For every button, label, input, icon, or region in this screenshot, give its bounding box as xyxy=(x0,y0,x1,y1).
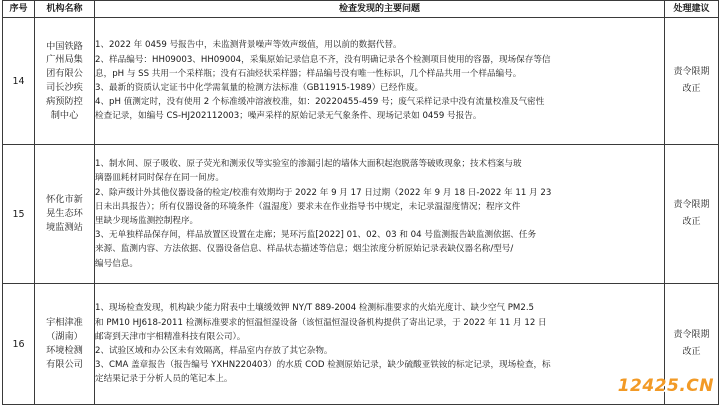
action-line: 改正 xyxy=(682,347,701,357)
table-row xyxy=(3,284,719,405)
issue-line: 来源、监测内容、方法依据、仪器设备信息、样品状态描述等信息；烟尘浓度分析原始记录表缺仪器名称/型号/ xyxy=(95,244,514,255)
issue-line: 1、现场检查发现，机构缺少能力附表中土壤缓效钾 NY/T 889-2004 检测标准要求的火焰光度计、缺少空气 PM2.5 xyxy=(95,303,535,314)
row-issues xyxy=(95,145,665,284)
org-name-line: 制中心 xyxy=(50,109,79,121)
org-name-line: 有限公司 xyxy=(46,358,83,370)
org-name-line: 环境检测 xyxy=(46,345,83,356)
org-name-line: 境监测站 xyxy=(46,221,83,233)
row-action xyxy=(665,145,719,284)
issue-line: 息，pH 与 SS 共用一个采样瓶；没有石油烃状采样器；样品编号没有唯一性标识，几个样品共用一个样品编号。 xyxy=(95,68,522,79)
issue-line: 里缺少现场监测控制程序。 xyxy=(95,216,199,226)
row-org xyxy=(35,145,95,284)
action-line: 责令限期 xyxy=(673,330,710,340)
org-name-line: 病预防控 xyxy=(46,95,83,107)
issue-line: 日未出具报告）；所有仪器设备的环境条件（温湿度）要求未在作业指导书中规定，未记录温湿度情况；程序文件 xyxy=(95,201,521,212)
issue-line: 邮寄到天津市宇相精准科技有限公司）。 xyxy=(95,331,246,342)
row-seq: 15 xyxy=(3,145,35,284)
issue-line: 和 PM10 HJ618-2011 检测标准要求的恒温恒湿设备（该恒温恒湿设备机构提供了寄出记录，于 2022 年 11 月 12 日 xyxy=(95,317,547,328)
row-seq: 16 xyxy=(3,284,35,405)
header-org: 机构名称 xyxy=(35,1,95,18)
action-line: 改正 xyxy=(682,84,701,94)
issue-line: 3、CMA 盖章报告（报告编号 YXHN220403）的水质 COD 检测原始记录，缺少硫酸亚铁铵的标定记录，现场检查，标 xyxy=(95,360,551,371)
org-name-line: 中国铁路 xyxy=(46,40,83,52)
action-line: 改正 xyxy=(682,217,701,227)
header-seq: 序号 xyxy=(3,1,35,18)
action-line: 责令限期 xyxy=(673,67,710,77)
org-name-line: 怀化市新 xyxy=(46,194,83,206)
issue-line: 编号信息。 xyxy=(95,258,138,269)
row-org xyxy=(35,18,95,145)
org-name-line: 广州局集 xyxy=(46,54,83,66)
issue-line: 定结果记录于分析人员的笔记本上。 xyxy=(95,374,233,385)
table-header-row xyxy=(3,1,719,18)
site-watermark: 12425.CN xyxy=(617,376,714,396)
issue-line: 3、无单独样品保存间，样品放置区设置在走廊；晃环污监[2022] 01、02、03 和 04 号监测报告缺监测依据、任务 xyxy=(95,230,537,241)
table-row xyxy=(3,145,719,284)
table-row xyxy=(3,18,719,145)
issue-line: 2、试验区域和办公区未有效隔离，样品室内存放了其它杂物。 xyxy=(95,346,333,356)
org-name-line: 宇相津准 xyxy=(46,317,83,329)
action-line: 责令限期 xyxy=(673,200,710,210)
issue-line: 3、最新的资质认定证书中化学需氧量的检测方法标准（GB11915-1989）已经作废。 xyxy=(95,83,424,93)
org-name-line: 司长沙疾 xyxy=(46,82,83,93)
header-action: 处理建议 xyxy=(665,1,719,18)
row-org xyxy=(35,284,95,405)
issue-line: 璃器皿耗材同时保存在同一间房。 xyxy=(95,173,224,184)
row-issues xyxy=(95,18,665,145)
issue-line: 1、2022 年 0459 号报告中，未监测背景噪声等效声级值，用以前的数据代替。 xyxy=(95,40,402,51)
row-seq: 14 xyxy=(3,18,35,145)
issue-line: 检查记录，如编号 CS-HJ202112003；噪声采样的原始记录无气象条件、现场记录如 0459 号报告。 xyxy=(95,111,482,122)
row-action xyxy=(665,18,719,145)
header-issues: 检查发现的主要问题 xyxy=(95,1,665,18)
row-issues xyxy=(95,284,665,405)
inspection-table xyxy=(2,0,719,405)
org-name-line: 晃生态环 xyxy=(46,208,83,220)
org-name-line: （湖南） xyxy=(46,331,83,343)
issue-line: 2、样品编号：HH09003、HH09004，采集原始记录信息不齐，没有明确记录各个检测项目使用的容器，现场保存等信 xyxy=(95,54,551,65)
issue-line: 1、制水间、原子吸收、原子荧光和测汞仪等实验室的渗漏引起的墙体大面积起泡脱落等破败现象；技术档案与玻 xyxy=(95,159,522,170)
issue-line: 4、pH 值测定时，没有使用 2 个标准缓冲溶液校准，如：20220455-459 号；废气采样记录中没有流量校准及气密性 xyxy=(95,97,545,108)
org-name-line: 团有限公 xyxy=(46,68,83,80)
issue-line: 2、除声级计外其他仪器设备的检定/校准有效期均于 2022 年 9 月 17 日过期（2022 年 9 月 18 日-2022 年 11 月 23 xyxy=(95,187,552,198)
